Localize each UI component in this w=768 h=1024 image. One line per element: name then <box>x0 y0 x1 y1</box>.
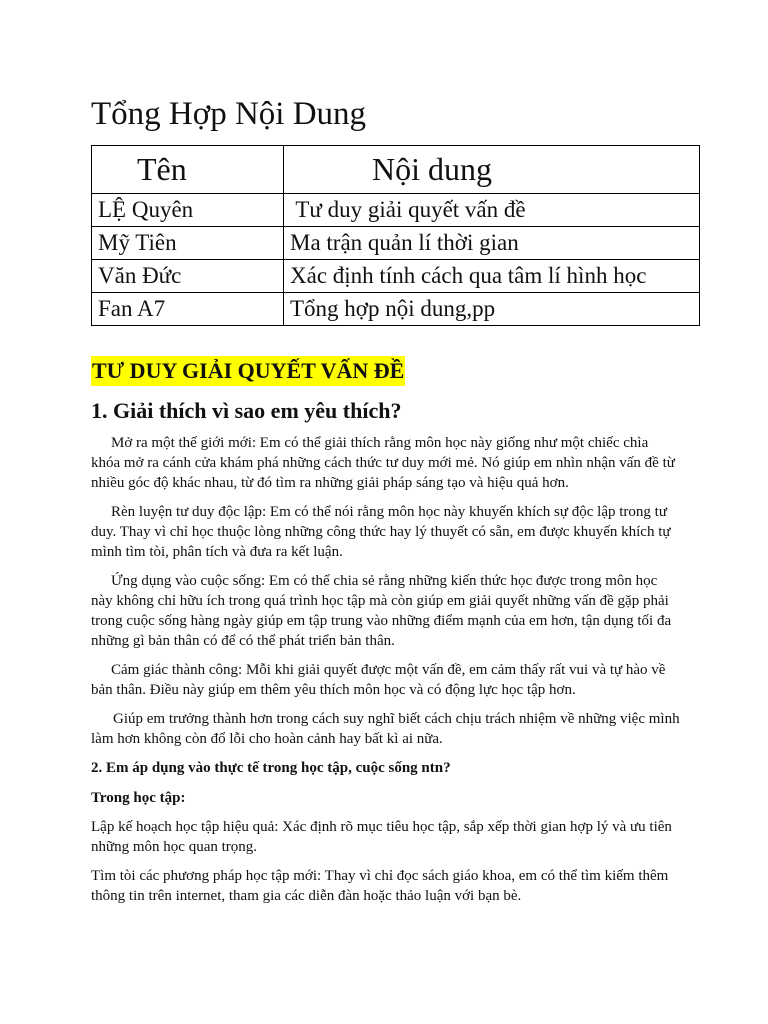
table-row <box>92 260 700 293</box>
table-cell-content: Ma trận quản lí thời gian <box>284 227 700 260</box>
paragraph-maturity: Giúp em trưởng thành hơn trong cách suy nghĩ biết cách chịu trách nhiệm về những việc mình làm hơn không còn đổ lỗi cho hoàn cảnh hay bất kì ai nữa. <box>91 711 680 747</box>
study-label: Trong học tập: <box>91 790 186 806</box>
paragraph-independent-thinking: Rèn luyện tư duy độc lập: Em có thể nói rằng môn học này khuyến khích sự độc lập trong tư duy. Thay vì chỉ học thuộc lòng những công thức hay lý thuyết có sẵn, em được khuyến khích tự mình tìm tòi, phân tích và đưa ra kết luận. <box>91 504 671 560</box>
table-row <box>92 227 700 260</box>
study-item-methods: Tìm tòi các phương pháp học tập mới: Thay vì chỉ đọc sách giáo khoa, em có thể tìm kiếm thêm thông tin trên internet, tham gia các diễn đàn hoặc thảo luận với bạn bè. <box>91 868 669 904</box>
column-header-name: Tên <box>92 146 284 194</box>
table-cell-name: Fan A7 <box>92 293 284 326</box>
table-cell-content: Xác định tính cách qua tâm lí hình học <box>284 260 700 293</box>
table-cell-name: Mỹ Tiên <box>92 227 284 260</box>
summary-table <box>91 145 700 326</box>
table-cell-name: LỆ Quyên <box>92 194 284 227</box>
question-1-heading: 1. Giải thích vì sao em yêu thích? <box>91 398 402 423</box>
table-cell-content: Tư duy giải quyết vấn đề <box>284 194 700 227</box>
table-row <box>92 194 700 227</box>
paragraph-success-feeling: Cảm giác thành công: Mỗi khi giải quyết được một vấn đề, em cảm thấy rất vui và tự hào về bản thân. Điều này giúp em thêm yêu thích môn học và có động lực học tập hơn. <box>91 662 666 698</box>
table-row <box>92 293 700 326</box>
table-cell-name: Văn Đức <box>92 260 284 293</box>
paragraph-new-world: Mở ra một thế giới mới: Em có thể giải thích rằng môn học này giống như một chiếc chìa khóa mở ra cánh cửa khám phá những cách thức tư duy mới mẻ. Nó giúp em nhìn nhận vấn đề từ nhiều góc độ khác nhau, từ đó tìm ra những giải pháp sáng tạo và hiệu quả hơn. <box>91 435 675 491</box>
study-item-plan: Lập kế hoạch học tập hiệu quả: Xác định rõ mục tiêu học tập, sắp xếp thời gian hợp lý và ưu tiên những môn học quan trọng. <box>91 819 672 855</box>
document-title: Tổng Hợp Nội Dung <box>91 96 367 132</box>
table-cell-content: Tổng hợp nội dung,pp <box>284 293 700 326</box>
table-header-row <box>92 146 700 194</box>
paragraph-life-application: Ứng dụng vào cuộc sống: Em có thể chia sẻ rằng những kiến thức học được trong môn học này không chỉ hữu ích trong quá trình học tập mà còn giúp em giải quyết những vấn đề gặp phải trong cuộc sống hàng ngày giúp em tập trung vào những điểm mạnh của em hơn, tận dụng tối đa những gì bản thân có để có thể phát triển bản thân. <box>91 573 672 649</box>
column-header-content: Nội dung <box>284 146 700 194</box>
section-body <box>91 433 681 915</box>
section-heading-highlighted: TƯ DUY GIẢI QUYẾT VẤN ĐỀ <box>91 356 405 386</box>
question-2-heading: 2. Em áp dụng vào thực tế trong học tập, cuộc sống ntn? <box>91 760 451 776</box>
